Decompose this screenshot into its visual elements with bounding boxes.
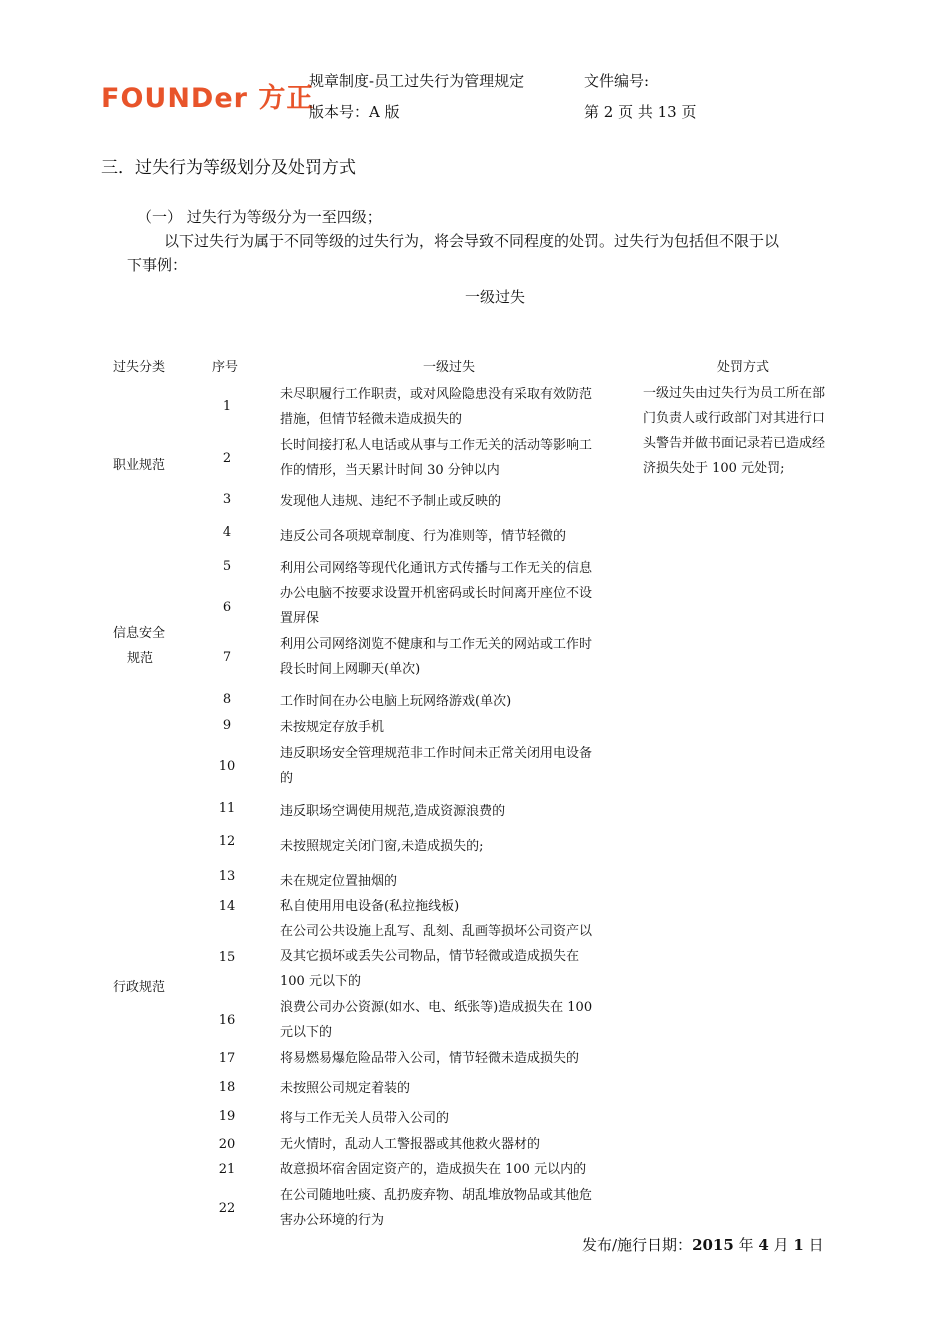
row-text: 置屏保 [280, 611, 320, 626]
row-text: 的 [280, 771, 294, 786]
row-text: 未按照公司规定着装的 [280, 1081, 411, 1096]
year-unit: 年 [738, 1236, 754, 1254]
row-text: 在公司公共设施上乱写、乱刻、乱画等损坏公司资产以 [280, 924, 593, 939]
row-text: 工作时间在办公电脑上玩网络游戏(单次) [280, 694, 512, 709]
row-number: 20 [218, 1137, 236, 1152]
row-number: 21 [218, 1162, 236, 1177]
category-professional: 职业规范 [113, 458, 166, 473]
section-heading: 三．过失行为等级划分及处罚方式 [101, 158, 356, 178]
row-number: 10 [218, 759, 236, 774]
category-info-security-2: 规范 [127, 651, 154, 666]
category-info-security: 信息安全 [113, 626, 166, 641]
row-text: 措施，但情节轻微未造成损失的 [280, 412, 463, 427]
row-number: 15 [218, 950, 236, 965]
row-text: 无火情时，乱动人工警报器或其他救火器材的 [280, 1137, 541, 1152]
row-number: 16 [218, 1013, 236, 1028]
row-number: 12 [218, 834, 236, 849]
row-number: 9 [222, 718, 232, 733]
row-text: 办公电脑不按要求设置开机密码或长时间离开座位不设 [280, 586, 593, 601]
publish-date [582, 1234, 824, 1255]
penalty-line: 门负责人或行政部门对其进行口 [643, 411, 826, 426]
header-category: 过失分类 [113, 360, 166, 375]
row-text: 未按规定存放手机 [280, 720, 385, 735]
row-text: 违反职场安全管理规范非工作时间未正常关闭用电设备 [280, 746, 593, 761]
sub-heading: （一） 过失行为等级分为一至四级； [137, 208, 382, 226]
row-text: 违反职场空调使用规范,造成资源浪费的 [280, 804, 506, 819]
row-number: 8 [222, 692, 232, 707]
row-text: 将与工作无关人员带入公司的 [280, 1111, 450, 1126]
penalty-line: 一级过失由过失行为员工所在部 [643, 386, 826, 401]
publish-year: 2015 [692, 1236, 734, 1254]
row-text: 私自使用用电设备(私拉拖线板) [280, 899, 460, 914]
row-text: 长时间接打私人电话或从事与工作无关的活动等影响工 [280, 438, 593, 453]
row-number: 4 [222, 525, 232, 540]
doc-title: 规章制度-员工过失行为管理规定 [309, 72, 525, 90]
day-unit: 日 [808, 1236, 824, 1254]
row-text: 违反公司各项规章制度、行为准则等，情节轻微的 [280, 529, 567, 544]
row-text: 故意损坏宿舍固定资产的，造成损失在 100 元以内的 [280, 1162, 587, 1177]
row-number: 13 [218, 869, 236, 884]
row-number: 2 [222, 451, 232, 466]
row-number: 5 [222, 559, 232, 574]
month-unit: 月 [773, 1236, 789, 1254]
row-number: 19 [218, 1109, 236, 1124]
row-text: 未按照规定关闭门窗,未造成损失的; [280, 839, 484, 854]
row-number: 18 [218, 1080, 236, 1095]
table-title: 一级过失 [464, 288, 525, 306]
row-number: 11 [218, 801, 236, 816]
row-number: 1 [222, 399, 232, 414]
category-administrative: 行政规范 [113, 980, 166, 995]
publish-date-label: 发布/施行日期： [582, 1236, 693, 1254]
row-number: 17 [218, 1051, 236, 1066]
row-text: 100 元以下的 [280, 974, 361, 989]
row-number: 14 [218, 899, 236, 914]
row-text: 利用公司网络等现代化通讯方式传播与工作无关的信息 [280, 561, 593, 576]
doc-number-label: 文件编号: [584, 72, 650, 90]
row-text: 害办公环境的行为 [280, 1213, 385, 1228]
row-number: 7 [222, 650, 232, 665]
version-label: 版本号：A 版 [309, 103, 400, 121]
page-info: 第 2 页 共 13 页 [584, 103, 697, 121]
row-text: 元以下的 [280, 1025, 333, 1040]
row-text: 及其它损坏或丢失公司物品，情节轻微或造成损失在 [280, 949, 580, 964]
header-penalty: 处罚方式 [717, 360, 770, 375]
row-text: 作的情形，当天累计时间 30 分钟以内 [280, 463, 500, 478]
intro-line-1: 以下过失行为属于不同等级的过失行为，将会导致不同程度的处罚。过失行为包括但不限于以 [164, 232, 780, 250]
company-logo: FOUNDer 方正 [101, 83, 315, 114]
row-text: 段长时间上网聊天(单次) [280, 662, 421, 677]
row-text: 在公司随地吐痰、乱扔废弃物、胡乱堆放物品或其他危 [280, 1188, 593, 1203]
intro-line-2: 下事例： [127, 256, 188, 274]
header-number: 序号 [212, 360, 239, 375]
row-text: 未在规定位置抽烟的 [280, 874, 398, 889]
row-text: 浪费公司办公资源(如水、电、纸张等)造成损失在 100 [280, 1000, 593, 1015]
penalty-line: 头警告并做书面记录若已造成经 [643, 436, 826, 451]
row-text: 利用公司网络浏览不健康和与工作无关的网站或工作时 [280, 637, 593, 652]
row-text: 未尽职履行工作职责，或对风险隐患没有采取有效防范 [280, 387, 593, 402]
row-number: 6 [222, 600, 232, 615]
publish-month: 4 [758, 1236, 769, 1254]
row-number: 3 [222, 492, 232, 507]
publish-day: 1 [793, 1236, 804, 1254]
row-text: 将易燃易爆危险品带入公司，情节轻微未造成损失的 [280, 1051, 580, 1066]
row-text: 发现他人违规、违纪不予制止或反映的 [280, 494, 502, 509]
header-offense: 一级过失 [423, 360, 476, 375]
penalty-line: 济损失处于 100 元处罚; [643, 461, 785, 476]
row-number: 22 [218, 1201, 236, 1216]
